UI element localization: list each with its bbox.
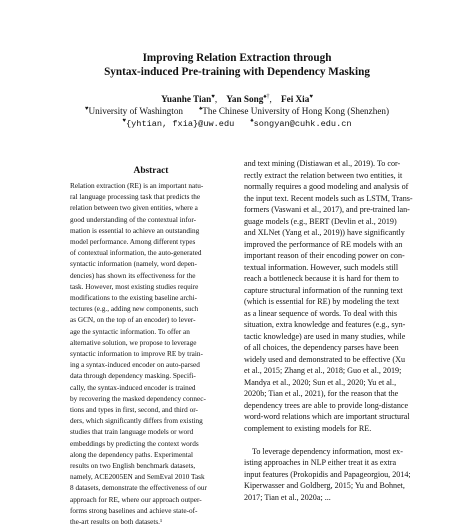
text-line: formers (Vaswani et al., 2017), and pre-trained lan-	[244, 205, 410, 214]
abstract-heading: Abstract	[133, 166, 169, 176]
text-line: along the dependency paths. Experimental	[70, 450, 194, 459]
paper-title-line-2: Syntax-induced Pre-training with Dependency Masking	[104, 66, 370, 78]
text-line: 2017; Tian et al., 2020a; ...	[244, 492, 331, 502]
text-line: important reason of their encoding power on con-	[244, 251, 405, 260]
text-line: capture structural information of the running text	[244, 285, 403, 295]
text-line: namely, ACE2005EN and SemEval 2010 Task	[70, 473, 205, 482]
text-line: and text mining (Distiawan et al., 2019). To cor-	[244, 159, 401, 168]
email-uw: {yhtian, fxia}@uw.edu	[125, 119, 235, 130]
text-line: Relation extraction (RE) is an important natu-	[70, 182, 204, 190]
author-name: Yuanhe Tian	[161, 94, 212, 105]
text-line: 8 datasets, demonstrate the effectiveness of our	[70, 484, 207, 493]
text-line: cally, the syntax-induced encoder is trained	[70, 383, 196, 392]
email-mark: ♠	[250, 118, 254, 124]
author-separator: ,	[214, 94, 218, 105]
text-line: ral language processing task that predicts the	[70, 193, 201, 202]
text-line: isting approaches in NLP either treat it as extra	[244, 458, 397, 467]
text-line: tions and types in first, second, and third or-	[70, 406, 198, 415]
text-line: age the syntactic information. To offer an	[70, 327, 190, 336]
introduction-text	[244, 158, 426, 503]
text-line: and XLNet (Yang et al., 2019)) have significantly	[244, 228, 405, 237]
text-line: tactic knowledge) are used in many studies, while	[244, 331, 406, 341]
text-line: dencies) has shown its effectiveness for the	[70, 271, 196, 280]
text-line: as GCN, on the top of an encoder) to lever-	[70, 316, 196, 325]
text-line	[244, 434, 426, 446]
text-line: data through dependency masking. Specifi-	[70, 372, 196, 381]
text-line: task. However, most existing studies require	[70, 282, 199, 291]
text-line: et al., 2015; Zhang et al., 2018; Guo et al., 2019;	[244, 366, 402, 375]
text-line: forms strong baselines and achieve state-of-	[70, 506, 198, 515]
author-mark: ♥	[211, 94, 215, 100]
author-mark: ♥	[309, 94, 313, 100]
text-line: syntactic information to improve RE by train-	[70, 350, 203, 359]
text-line: reach a bottleneck because it is hard for them to	[244, 274, 399, 283]
author-separator: ,	[269, 94, 272, 105]
author-name: Fei Xia	[281, 94, 310, 105]
text-line: as a linear sequence of words. To deal with this	[244, 308, 398, 318]
text-line: the input text. Recent models such as LSTM, Trans-	[244, 193, 413, 203]
text-line: widely used and demonstrated to be effective (Xu	[244, 354, 405, 364]
text-line: dependency trees are able to provide long-distance	[244, 400, 409, 410]
text-line: mation is essential to achieve an outstanding	[70, 226, 200, 235]
text-line: of all choices, the dependency parses have been	[244, 343, 399, 352]
text-line: ders, which significantly differs from existing	[70, 417, 203, 426]
affiliation-mark: ♥	[84, 106, 89, 112]
text-line: tectures (e.g., adding new components, such	[70, 305, 199, 314]
text-line: Mandya et al., 2020; Sun et al., 2020; Yu et al.,	[244, 377, 397, 387]
affiliation-mark: ♠	[199, 106, 203, 112]
text-line: ing a syntax-induced encoder on auto-parsed	[70, 361, 200, 370]
text-line: approach for RE, where our approach outper-	[70, 495, 202, 504]
author-mark: ♠†	[263, 94, 270, 100]
text-line: studies that train language models or word	[70, 428, 194, 437]
text-line: Kiperwasser and Goldberg, 2015; Yu and Bohnet,	[244, 481, 405, 490]
text-line: model performance. Among different types	[70, 238, 196, 247]
text-line: 2020b; Tian et al., 2021), for the reason that the	[244, 389, 399, 398]
text-line: situation, extra knowledge and features (e.g., syn-	[244, 320, 406, 329]
text-line: results on two English benchmark datasets,	[70, 462, 196, 471]
text-line: syntactic information (namely, word depen-	[70, 260, 197, 269]
text-line: guage models (e.g., BERT (Devlin et al., 2019)	[244, 216, 397, 226]
abstract-text	[70, 181, 236, 528]
text-line: textual information. However, such models still	[244, 262, 399, 272]
affiliation-uw: University of Washington	[88, 106, 184, 117]
affiliation-cuhk: The Chinese University of Hong Kong (Shenzhen)	[202, 106, 390, 117]
text-line: word-word relations which are important structural	[244, 412, 410, 421]
text-line: normally requires a good modeling and analysis of	[244, 182, 409, 191]
text-line: rectly extract the relation between two entities, it	[244, 170, 403, 180]
author-name: Yan Song	[226, 94, 264, 105]
text-line: modifications to the existing baseline archi-	[70, 294, 198, 303]
text-line: complement to existing models for RE.	[244, 423, 372, 433]
text-line: relation between two given entities, where a	[70, 204, 198, 213]
email-line	[0, 116, 474, 130]
text-line: the-art results on both datasets.¹	[70, 518, 163, 527]
text-line: (which is essential for RE) by modeling the text	[244, 297, 400, 306]
paper-title-line-1: Improving Relation Extraction through	[142, 52, 332, 64]
text-line: by recovering the masked dependency connec-	[70, 394, 206, 403]
text-line: input features (Prokopidis and Papageorgiou, 2014;	[244, 469, 411, 479]
text-line: alternative solution, we propose to leverage	[70, 338, 197, 347]
text-line: embeddings by predicting the context words	[70, 439, 199, 448]
text-line: improved the performance of RE models with an	[244, 239, 403, 249]
email-mark: ♥	[122, 118, 126, 124]
text-line: good understanding of the contextual infor-	[70, 215, 197, 224]
text-line: of contextual information, the auto-generated	[70, 249, 202, 258]
email-cuhk: songyan@cuhk.edu.cn	[253, 119, 352, 130]
text-line: To leverage dependency information, most ex-	[252, 446, 403, 456]
